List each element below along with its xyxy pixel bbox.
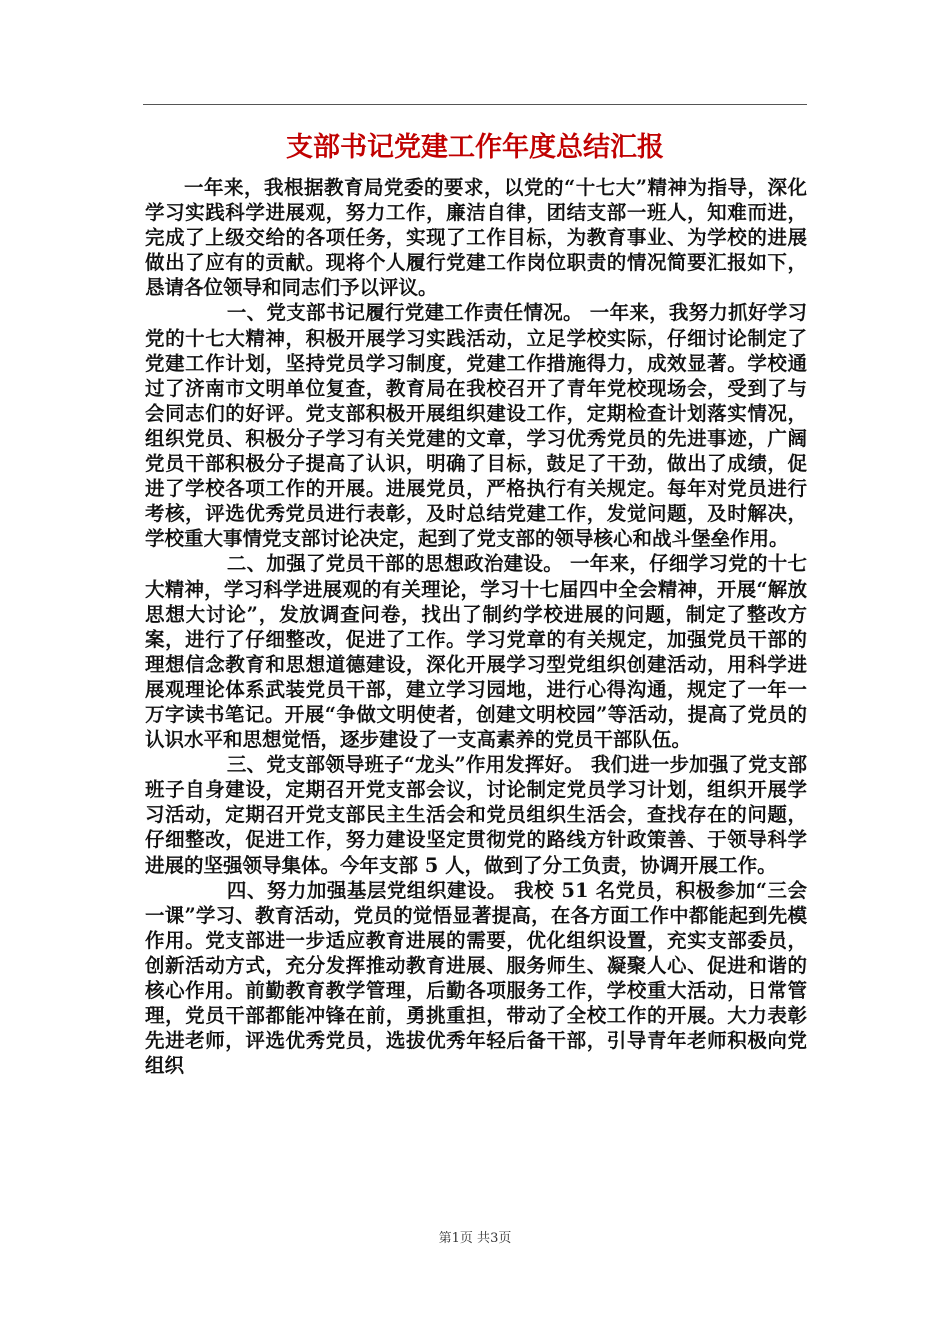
page-footer xyxy=(0,1227,950,1246)
footer-current-page: 1 xyxy=(451,1231,460,1246)
footer-suffix: 页 xyxy=(498,1231,512,1246)
section-paragraph-2: 二、加强了党员干部的思想政治建设。 一年来，仔细学习党的十七大精神，学习科学进展观的有关理论，学习十七届四中全会精神，开展“解放思想大讨论”，发放调查问卷，找出了制约学校进展的问题，制定了整改方案，进行了仔细整改，促进了工作。学习党章的有关规定，加强党员干部的理想信念教育和思想道德建设，深化开展学习型党组织创建活动，用科学进展观理论体系武装党员干部，建立学习园地，进行心得沟通，规定了一年一万字读书笔记。开展“争做文明使者，创建文明校园”等活动，提高了党员的认识水平和思想觉悟，逐步建设了一支高素养的党员干部队伍。 xyxy=(145,552,807,752)
section-paragraph-4: 四、努力加强基层党组织建设。 我校 51 名党员，积极参加“三会一课”学习、教育活动，党员的觉悟显著提高，在各方面工作中都能起到先模作用。党支部进一步适应教育进展的需要，优化组织设置，充实支部委员，创新活动方式，充分发挥推动教育进展、服务师生、凝聚人心、促进和谐的核心作用。前勤教育教学管理，后勤各项服务工作，学校重大活动，日常管理，党员干部都能冲锋在前，勇挑重担，带动了全校工作的开展。大力表彰先进老师，评选优秀党员，选拔优秀年轻后备干部，引导青年老师积极向党组织 xyxy=(145,878,807,1078)
section-paragraph-3: 三、党支部领导班子“龙头”作用发挥好。 我们进一步加强了党支部班子自身建设，定期召开党支部会议，讨论制定党员学习计划，组织开展学习活动，定期召开党支部民主生活会和党员组织生活会，查找存在的问题，仔细整改，促进工作，努力建设坚定贯彻党的路线方针政策善、于领导科学进展的坚强领导集体。今年支部 5 人，做到了分工负责，协调开展工作。 xyxy=(145,753,807,877)
document-body xyxy=(145,175,807,1078)
footer-prefix: 第 xyxy=(438,1231,452,1246)
intro-paragraph: 一年来，我根据教育局党委的要求，以党的“十七大”精神为指导，深化学习实践科学进展观，努力工作，廉洁自律，团结支部一班人，知难而进，完成了上级交给的各项任务，实现了工作目标，为教育事业、为学校的进展做出了应有的贡献。现将个人履行党建工作岗位职责的情况简要汇报如下，恳请各位领导和同志们予以评议。 xyxy=(145,176,807,300)
footer-middle: 页 共 xyxy=(459,1231,491,1246)
document-title: 支部书记党建工作年度总结汇报 xyxy=(286,132,664,163)
footer-total-pages: 3 xyxy=(490,1231,499,1246)
header-rule xyxy=(143,104,807,105)
section-paragraph-1: 一、党支部书记履行党建工作责任情况。 一年来，我努力抓好学习党的十七大精神，积极开展学习实践活动，立足学校实际，仔细讨论制定了党建工作计划，坚持党员学习制度，党建工作措施得力，成效显著。学校通过了济南市文明单位复查，教育局在我校召开了青年党校现场会，受到了与会同志们的好评。党支部积极开展组织建设工作，定期检查计划落实情况，组织党员、积极分子学习有关党建的文章，学习优秀党员的先进事迹，广阔党员干部积极分子提高了认识，明确了目标，鼓足了干劲，做出了成绩，促进了学校各项工作的开展。进展党员，严格执行有关规定。每年对党员进行考核，评选优秀党员进行表彰，及时总结党建工作，发觉问题，及时解决，学校重大事情党支部讨论决定，起到了党支部的领导核心和战斗堡垒作用。 xyxy=(145,301,807,551)
